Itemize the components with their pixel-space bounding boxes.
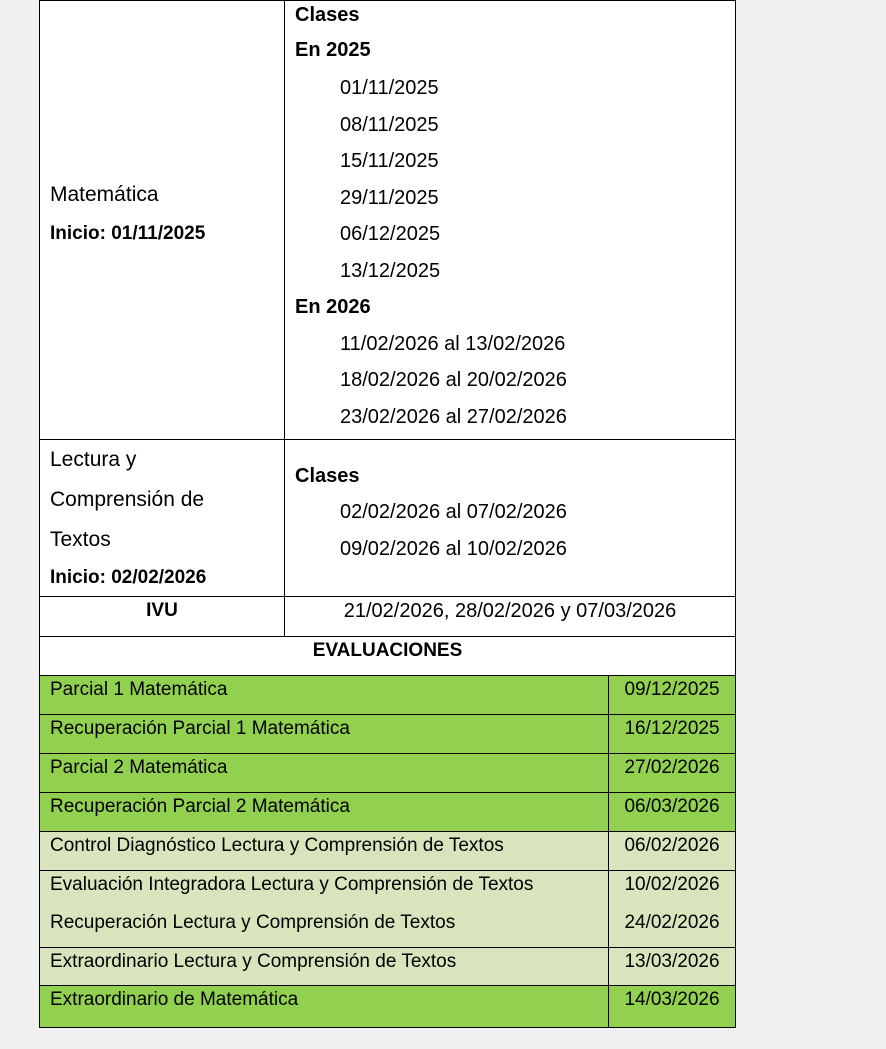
lectura-clases-label: Clases	[295, 465, 360, 487]
eval-row	[40, 793, 736, 832]
eval-date: 24/02/2026	[624, 912, 720, 933]
eval-name: Control Diagnóstico Lectura y Comprensión de Textos	[40, 832, 609, 871]
lectura-subject-line2: Comprensión de	[50, 488, 205, 511]
lectura-subject-cell	[40, 440, 285, 597]
matematica-clases-label: Clases	[295, 4, 360, 26]
matematica-year2-list	[295, 324, 735, 434]
eval-date: 09/12/2025	[609, 676, 736, 715]
lectura-subject-line3: Textos	[50, 528, 111, 551]
eval-name: Extraordinario Lectura y Comprensión de Textos	[40, 948, 609, 986]
matematica-year1-label: En 2025	[295, 39, 371, 61]
matematica-row	[40, 1, 736, 440]
eval-date: 06/03/2026	[609, 793, 736, 832]
eval-name: Recuperación Parcial 1 Matemática	[40, 715, 609, 754]
matematica-subject: Matemática	[50, 183, 159, 206]
eval-name: Recuperación Parcial 2 Matemática	[40, 793, 609, 832]
eval-row	[40, 754, 736, 793]
evaluations-table	[39, 675, 736, 1028]
matematica-year1-date-5: 06/12/2025	[340, 223, 441, 245]
lectura-dates-list	[295, 494, 735, 568]
matematica-year1-date-2: 08/11/2025	[340, 113, 439, 136]
eval-name: Evaluación Integradora Lectura y Comprensión de Textos	[50, 874, 534, 895]
schedule-document	[39, 0, 735, 1028]
matematica-start-date: Inicio: 01/11/2025	[50, 223, 206, 244]
eval-date: 27/02/2026	[609, 754, 736, 793]
evaluaciones-header-row	[40, 637, 736, 676]
lectura-date-2: 09/02/2026 al 10/02/2026	[340, 538, 567, 560]
matematica-year1-date-4: 29/11/2025	[340, 186, 439, 209]
lectura-subject-line1: Lectura y	[50, 448, 137, 471]
eval-row	[40, 676, 736, 715]
matematica-year2-label: En 2026	[295, 296, 371, 318]
matematica-subject-cell	[40, 1, 285, 440]
lectura-classes-cell	[285, 440, 736, 597]
matematica-year2-date-2: 18/02/2026 al 20/02/2026	[340, 369, 567, 391]
eval-date: 16/12/2025	[609, 715, 736, 754]
eval-name: Parcial 1 Matemática	[40, 676, 609, 715]
matematica-year1-list	[295, 68, 735, 287]
classes-table	[39, 0, 736, 676]
eval-date: 14/03/2026	[609, 986, 736, 1028]
eval-date: 13/03/2026	[609, 948, 736, 986]
matematica-year2-date-1: 11/02/2026 al 13/02/2026	[340, 332, 566, 355]
eval-date-group	[609, 871, 736, 948]
eval-row	[40, 715, 736, 754]
eval-name: Parcial 2 Matemática	[40, 754, 609, 793]
eval-name: Extraordinario de Matemática	[40, 986, 609, 1028]
lectura-row	[40, 440, 736, 597]
matematica-year2-date-3: 23/02/2026 al 27/02/2026	[340, 405, 567, 428]
eval-row-group	[40, 871, 736, 948]
evaluaciones-header: EVALUACIONES	[40, 637, 736, 676]
matematica-year1-date-6: 13/12/2025	[340, 259, 441, 282]
ivu-dates: 21/02/2026, 28/02/2026 y 07/03/2026	[285, 597, 736, 637]
eval-row	[40, 986, 736, 1028]
ivu-label: IVU	[40, 597, 285, 637]
matematica-classes-cell	[285, 1, 736, 440]
ivu-row	[40, 597, 736, 637]
matematica-year1-date-1: 01/11/2025	[340, 77, 439, 99]
eval-name-group	[40, 871, 609, 948]
eval-date: 10/02/2026	[624, 874, 720, 895]
eval-date: 06/02/2026	[609, 832, 736, 871]
eval-row	[40, 832, 736, 871]
matematica-year1-date-3: 15/11/2025	[340, 150, 439, 172]
lectura-date-1: 02/02/2026 al 07/02/2026	[340, 501, 567, 523]
eval-name: Recuperación Lectura y Comprensión de Textos	[50, 912, 456, 933]
lectura-start-date: Inicio: 02/02/2026	[50, 567, 207, 588]
eval-row	[40, 948, 736, 986]
